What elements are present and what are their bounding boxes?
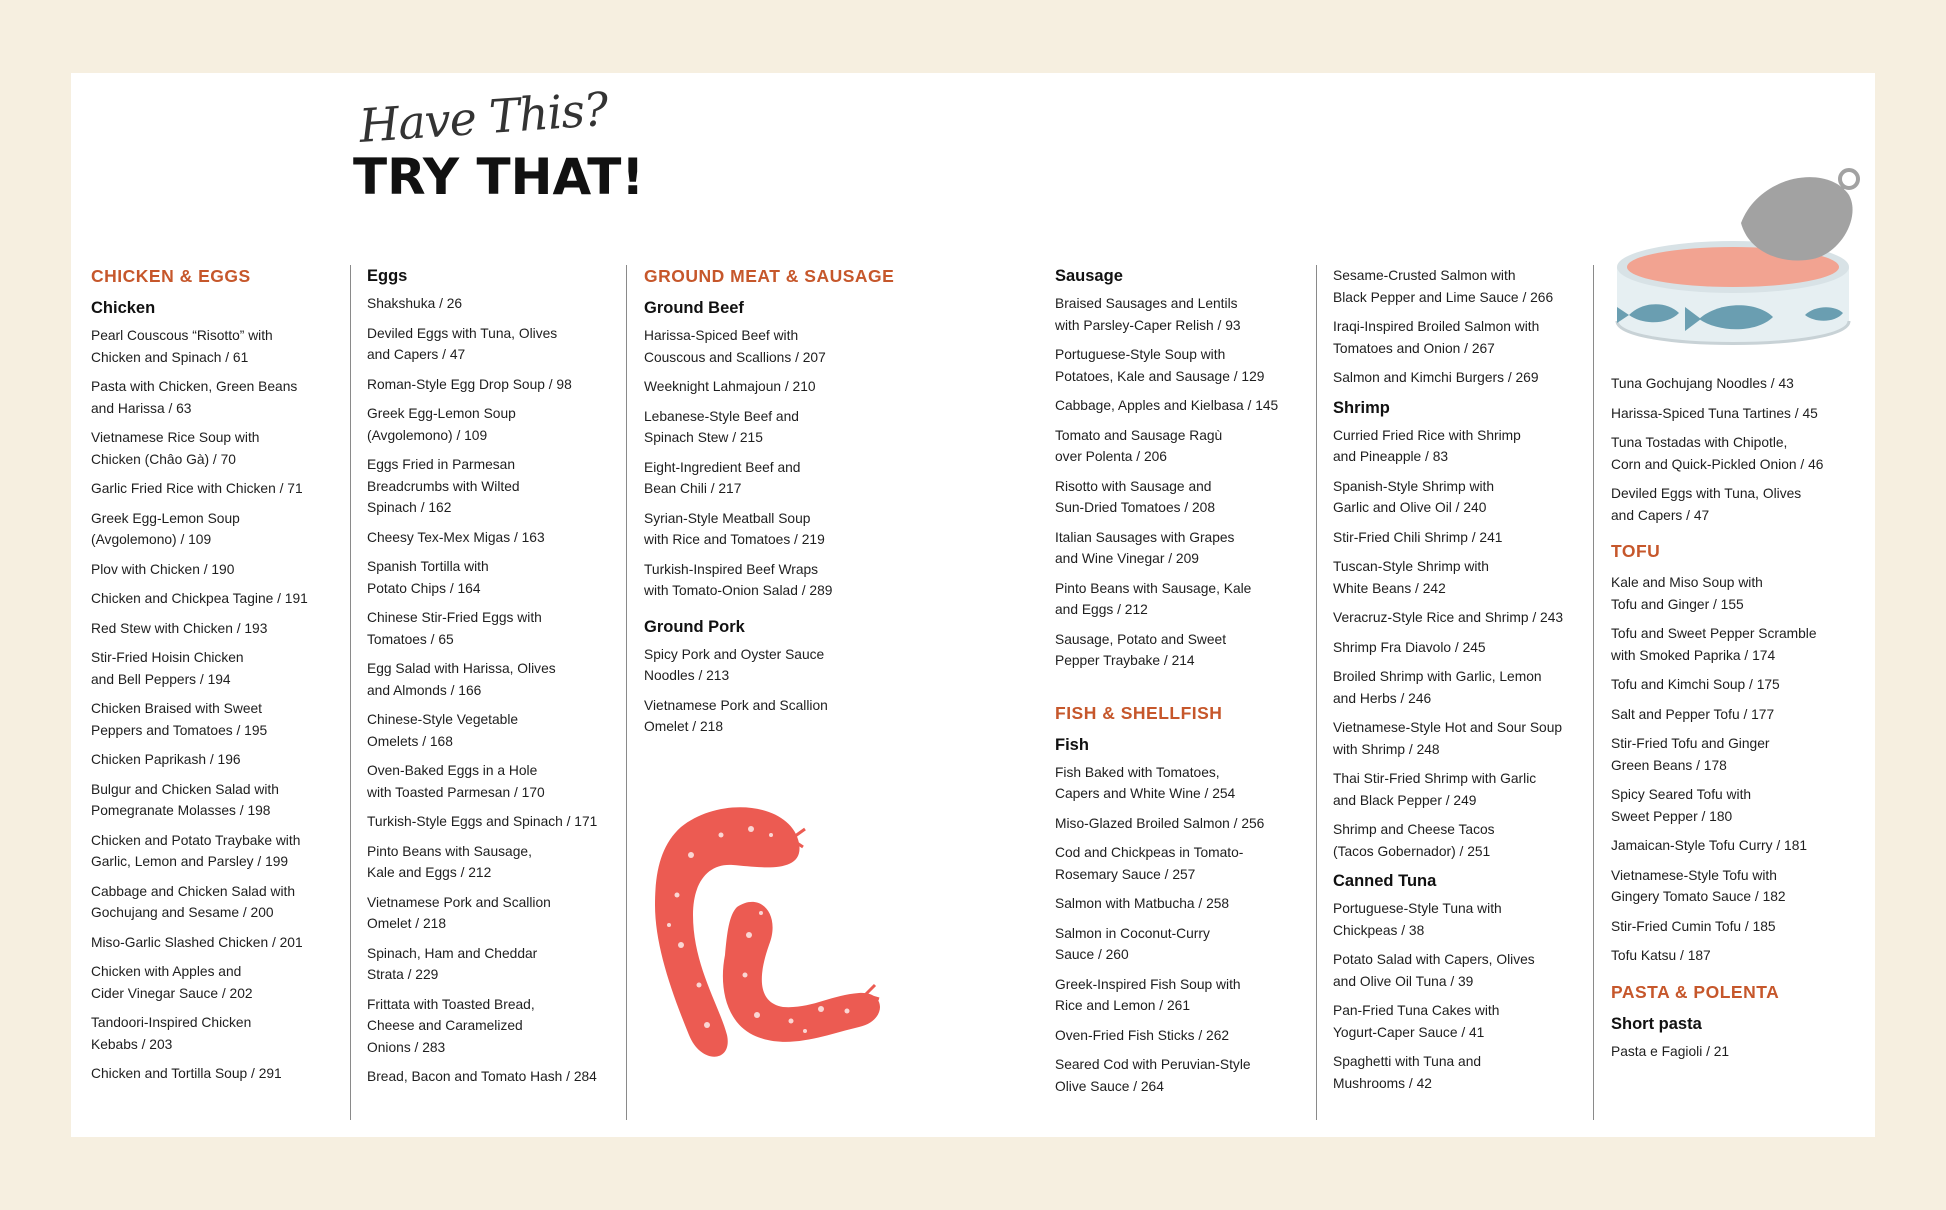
recipe-line: Greek-Inspired Fish Soup with	[1055, 976, 1241, 992]
recipe-item	[367, 994, 617, 1059]
recipe-line: Chinese Stir-Fried Eggs with	[367, 610, 542, 625]
recipe-line: Sausage, Potato and Sweet	[1055, 631, 1227, 647]
recipe-line: Olive Sauce / 264	[1055, 1078, 1164, 1094]
recipe-line: Tomato and Sausage Ragù	[1055, 427, 1223, 443]
recipe-line: Capers and White Wine / 254	[1055, 786, 1236, 801]
recipe-line: Pomegranate Molasses / 198	[91, 803, 271, 818]
recipe-line: Tofu Katsu / 187	[1611, 948, 1711, 963]
recipe-line: Portuguese-Style Soup with	[1055, 347, 1226, 362]
recipe-line: Weeknight Lahmajoun / 210	[644, 379, 816, 394]
recipe-item	[91, 647, 326, 690]
recipe-item	[367, 1066, 617, 1088]
recipe-item	[1611, 403, 1871, 425]
recipe-line: Greek Egg-Lemon Soup	[367, 406, 516, 421]
recipe-line: Roman-Style Egg Drop Soup / 98	[367, 376, 572, 392]
recipe-item	[91, 427, 326, 470]
recipe-line: Vietnamese Pork and Scallion	[367, 894, 551, 910]
recipe-item	[1611, 945, 1871, 967]
recipe-line: Chickpeas / 38	[1333, 922, 1425, 938]
recipe-item	[1333, 527, 1593, 549]
column-tuna-tofu-pasta	[1611, 373, 1871, 1070]
recipe-line: Rosemary Sauce / 257	[1055, 866, 1196, 882]
recipe-line: Green Beans / 178	[1611, 757, 1727, 773]
recipe-line: Jamaican-Style Tofu Curry / 181	[1611, 838, 1808, 853]
recipe-line: Spicy Pork and Oyster Sauce	[644, 646, 825, 662]
recipe-line: with Smoked Paprika / 174	[1611, 647, 1776, 663]
recipe-item	[91, 779, 326, 822]
column-eggs	[367, 265, 617, 1096]
recipe-line: Spinach, Ham and Cheddar	[367, 945, 538, 961]
recipe-item	[91, 932, 326, 954]
recipe-line: Salmon and Kimchi Burgers / 269	[1333, 370, 1539, 385]
recipe-item	[1611, 835, 1871, 857]
recipe-item	[1055, 1025, 1305, 1047]
recipe-item	[644, 508, 914, 551]
recipe-line: Chicken Paprikash / 196	[91, 752, 241, 767]
recipe-item	[644, 376, 914, 398]
recipe-line: Yogurt-Caper Sauce / 41	[1333, 1024, 1485, 1040]
recipe-item	[1611, 1041, 1871, 1063]
recipe-line: Sweet Pepper / 180	[1611, 808, 1733, 824]
recipe-line: and Pineapple / 83	[1333, 449, 1449, 464]
category-heading: TOFU	[1611, 541, 1661, 561]
recipe-line: Potato Salad with Capers, Olives	[1333, 952, 1535, 967]
recipe-item	[1333, 476, 1593, 519]
recipe-item	[91, 478, 326, 500]
recipe-list	[1055, 762, 1305, 1098]
recipe-line: Deviled Eggs with Tuna, Olives	[367, 325, 558, 341]
recipe-item	[1611, 432, 1871, 475]
recipe-item	[1055, 344, 1305, 387]
column-ground-meat	[644, 265, 914, 746]
recipe-line: and Capers / 47	[367, 347, 466, 362]
recipe-line: Tofu and Kimchi Soup / 175	[1611, 677, 1780, 692]
recipe-item	[1611, 916, 1871, 938]
recipe-list	[644, 644, 914, 738]
recipe-line: Risotto with Sausage and	[1055, 478, 1212, 494]
recipe-line: Chicken Braised with Sweet	[91, 701, 263, 716]
recipe-line: Harissa-Spiced Beef with	[644, 328, 799, 343]
recipe-item	[1055, 578, 1305, 621]
recipe-item	[1055, 527, 1305, 570]
recipe-line: Strata / 229	[367, 967, 439, 982]
column-seafood	[1333, 265, 1593, 1102]
recipe-item	[91, 1063, 326, 1085]
recipe-line: Bread, Bacon and Tomato Hash / 284	[367, 1069, 597, 1084]
recipe-line: Stir-Fried Hoisin Chicken	[91, 650, 244, 665]
recipe-item	[1333, 1000, 1593, 1043]
recipe-item	[367, 607, 617, 650]
recipe-item	[644, 457, 914, 500]
recipe-line: Oven-Baked Eggs in a Hole	[367, 763, 538, 778]
recipe-line: Chicken and Spinach / 61	[91, 349, 249, 365]
recipe-item	[1055, 476, 1305, 519]
recipe-item	[91, 508, 326, 551]
recipe-line: Chicken with Apples and	[91, 964, 242, 979]
recipe-line: Braised Sausages and Lentils	[1055, 296, 1238, 311]
recipe-item	[1611, 373, 1871, 395]
recipe-line: Chicken and Chickpea Tagine / 191	[91, 591, 308, 606]
recipe-item	[1333, 949, 1593, 992]
recipe-item	[1055, 395, 1305, 417]
tuna-can-illustration	[1609, 155, 1879, 365]
recipe-item	[1055, 1054, 1305, 1097]
recipe-line: White Beans / 242	[1333, 580, 1446, 596]
recipe-line: Turkish-Style Eggs and Spinach / 171	[367, 814, 598, 829]
recipe-line: Spinach Stew / 215	[644, 430, 763, 445]
recipe-line: Italian Sausages with Grapes	[1055, 529, 1235, 545]
recipe-list	[1333, 425, 1593, 863]
recipe-line: Spanish Tortilla with	[367, 559, 489, 574]
recipe-line: Cabbage, Apples and Kielbasa / 145	[1055, 398, 1279, 413]
recipe-item	[1611, 733, 1871, 776]
recipe-item	[367, 323, 617, 366]
recipe-line: Tuscan-Style Shrimp with	[1333, 559, 1489, 574]
recipe-line: Chicken and Tortilla Soup / 291	[91, 1066, 282, 1081]
recipe-item	[1611, 784, 1871, 827]
recipe-line: Mushrooms / 42	[1333, 1075, 1432, 1091]
recipe-item	[1055, 842, 1305, 885]
recipe-line: Spinach / 162	[367, 500, 452, 515]
recipe-line: Eggs Fried in Parmesan	[367, 457, 515, 472]
recipe-line: Potato Chips / 164	[367, 580, 481, 596]
recipe-line: and Black Pepper / 249	[1333, 792, 1477, 808]
recipe-line: Stir-Fried Cumin Tofu / 185	[1611, 918, 1776, 934]
recipe-list	[644, 325, 914, 602]
recipe-line: Sesame-Crusted Salmon with	[1333, 268, 1516, 283]
recipe-line: Pearl Couscous “Risotto” with	[91, 328, 273, 343]
recipe-line: Stir-Fried Chili Shrimp / 241	[1333, 529, 1503, 545]
recipe-line: Stir-Fried Tofu and Ginger	[1611, 736, 1770, 751]
recipe-line: Gochujang and Sesame / 200	[91, 905, 274, 920]
recipe-line: Miso-Garlic Slashed Chicken / 201	[91, 934, 303, 950]
recipe-line: Tuna Tostadas with Chipotle,	[1611, 435, 1788, 450]
recipe-list	[1333, 898, 1593, 1094]
subcategory-heading: Canned Tuna	[1333, 872, 1437, 890]
recipe-item	[1333, 316, 1593, 359]
recipe-line: Turkish-Inspired Beef Wraps	[644, 561, 819, 577]
recipe-line: Spaghetti with Tuna and	[1333, 1054, 1482, 1069]
recipe-item	[1055, 974, 1305, 1017]
recipe-line: Pasta with Chicken, Green Beans	[91, 379, 298, 394]
script-title: Have This?	[357, 81, 610, 153]
category-heading: PASTA & POLENTA	[1611, 981, 1780, 1002]
recipe-line: Vietnamese Rice Soup with	[91, 430, 260, 445]
recipe-item	[367, 811, 617, 833]
recipe-line: Cabbage and Chicken Salad with	[91, 883, 296, 899]
recipe-line: Salmon in Coconut-Curry	[1055, 925, 1210, 941]
recipe-item	[1055, 893, 1305, 915]
recipe-item	[644, 644, 914, 687]
recipe-item	[644, 695, 914, 738]
recipe-item	[644, 559, 914, 602]
column-sausage-fish	[1055, 265, 1305, 1105]
recipe-line: Pepper Traybake / 214	[1055, 653, 1195, 668]
recipe-item	[91, 698, 326, 741]
recipe-line: Deviled Eggs with Tuna, Olives	[1611, 486, 1802, 501]
recipe-item	[367, 454, 617, 519]
recipe-line: Onions / 283	[367, 1039, 446, 1055]
recipe-line: Potatoes, Kale and Sausage / 129	[1055, 368, 1265, 384]
recipe-item	[1333, 666, 1593, 709]
recipe-line: Peppers and Tomatoes / 195	[91, 722, 268, 738]
recipe-item	[1055, 425, 1305, 468]
recipe-line: with Shrimp / 248	[1333, 741, 1440, 757]
recipe-line: Shrimp and Cheese Tacos	[1333, 822, 1495, 837]
recipe-item	[367, 527, 617, 549]
recipe-line: Omelet / 218	[644, 719, 723, 734]
recipe-item	[91, 961, 326, 1004]
recipe-line: and Wine Vinegar / 209	[1055, 551, 1199, 566]
recipe-line: Syrian-Style Meatball Soup	[644, 510, 811, 526]
recipe-line: Cod and Chickpeas in Tomato-	[1055, 845, 1244, 860]
subcategory-heading: Sausage	[1055, 267, 1123, 285]
recipe-item	[1611, 674, 1871, 696]
recipe-list	[1611, 1041, 1871, 1063]
recipe-item	[367, 403, 617, 446]
recipe-line: Rice and Lemon / 261	[1055, 998, 1190, 1013]
recipe-line: Garlic Fried Rice with Chicken / 71	[91, 481, 303, 496]
recipe-item	[1611, 483, 1871, 526]
recipe-line: Pinto Beans with Sausage,	[367, 843, 532, 859]
recipe-line: Tandoori-Inspired Chicken	[91, 1015, 252, 1030]
recipe-line: Fish Baked with Tomatoes,	[1055, 764, 1220, 780]
recipe-line: Tofu and Sweet Pepper Scramble	[1611, 626, 1817, 641]
recipe-line: Iraqi-Inspired Broiled Salmon with	[1333, 319, 1540, 334]
recipe-item	[1333, 768, 1593, 811]
recipe-line: Vietnamese-Style Hot and Sour Soup	[1333, 720, 1563, 735]
column-divider	[1316, 265, 1317, 1120]
recipe-item	[1055, 813, 1305, 835]
subcategory-heading: Ground Beef	[644, 299, 744, 317]
recipe-line: and Bell Peppers / 194	[91, 671, 231, 687]
subcategory-heading: Ground Pork	[644, 617, 745, 636]
recipe-item	[1611, 865, 1871, 908]
recipe-line: Eight-Ingredient Beef and	[644, 459, 801, 475]
recipe-line: Veracruz-Style Rice and Shrimp / 243	[1333, 610, 1564, 625]
column-divider	[1593, 265, 1594, 1120]
column-divider	[350, 265, 351, 1120]
recipe-line: Chinese-Style Vegetable	[367, 712, 519, 727]
recipe-line: Broiled Shrimp with Garlic, Lemon	[1333, 669, 1542, 684]
recipe-item	[1055, 293, 1305, 336]
recipe-item	[91, 749, 326, 771]
recipe-line: Corn and Quick-Pickled Onion / 46	[1611, 456, 1824, 472]
recipe-line: Noodles / 213	[644, 668, 730, 683]
recipe-line: Seared Cod with Peruvian-Style	[1055, 1057, 1251, 1072]
recipe-item	[1333, 717, 1593, 760]
recipe-line: Couscous and Scallions / 207	[644, 349, 826, 365]
recipe-item	[1611, 704, 1871, 726]
recipe-line: Spanish-Style Shrimp with	[1333, 478, 1495, 494]
recipe-item	[1333, 367, 1593, 389]
recipe-list	[1611, 373, 1871, 526]
recipe-line: and Herbs / 246	[1333, 690, 1432, 706]
recipe-line: and Almonds / 166	[367, 682, 482, 698]
subcategory-heading: Chicken	[91, 299, 156, 317]
recipe-line: Vietnamese-Style Tofu with	[1611, 867, 1777, 883]
recipe-line: Omelets / 168	[367, 733, 453, 749]
recipe-item	[91, 376, 326, 419]
brand-title	[353, 81, 645, 206]
recipe-line: Cider Vinegar Sauce / 202	[91, 985, 253, 1001]
recipe-item	[367, 374, 617, 396]
recipe-line: Black Pepper and Lime Sauce / 266	[1333, 289, 1554, 305]
recipe-line: Pasta e Fagioli / 21	[1611, 1043, 1730, 1059]
recipe-item	[644, 325, 914, 368]
recipe-line: Sauce / 260	[1055, 947, 1129, 962]
recipe-item	[1333, 898, 1593, 941]
recipe-line: Lebanese-Style Beef and	[644, 408, 799, 424]
recipe-item	[91, 559, 326, 581]
recipe-list	[1611, 572, 1871, 967]
recipe-item	[367, 293, 617, 315]
recipe-item	[367, 760, 617, 803]
recipe-item	[1333, 556, 1593, 599]
sausage-illustration	[641, 795, 901, 1085]
recipe-line: Harissa-Spiced Tuna Tartines / 45	[1611, 405, 1818, 421]
recipe-item	[367, 892, 617, 935]
recipe-item	[1055, 762, 1305, 805]
column-divider	[626, 265, 627, 1120]
recipe-line: with Toasted Parmesan / 170	[367, 784, 545, 800]
recipe-line: Curried Fried Rice with Shrimp	[1333, 427, 1521, 443]
recipe-item	[91, 588, 326, 610]
recipe-line: Kebabs / 203	[91, 1036, 173, 1052]
recipe-line: Plov with Chicken / 190	[91, 561, 235, 577]
bold-title: TRY THAT!	[353, 148, 645, 206]
recipe-line: Egg Salad with Harissa, Olives	[367, 661, 556, 676]
recipe-item	[1333, 425, 1593, 468]
recipe-line: Bean Chili / 217	[644, 481, 742, 496]
recipe-line: Omelet / 218	[367, 916, 446, 931]
recipe-item	[1333, 637, 1593, 659]
recipe-item	[1333, 1051, 1593, 1094]
recipe-line: Breadcrumbs with Wilted	[367, 478, 520, 494]
recipe-line: Tuna Gochujang Noodles / 43	[1611, 376, 1794, 391]
recipe-line: Cheese and Caramelized	[367, 1018, 523, 1033]
recipe-item	[367, 943, 617, 986]
recipe-line: Vietnamese Pork and Scallion	[644, 697, 828, 713]
recipe-line: (Avgolemono) / 109	[367, 427, 488, 443]
recipe-list	[367, 293, 617, 1088]
recipe-line: Frittata with Toasted Bread,	[367, 996, 535, 1012]
recipe-line: (Tacos Gobernador) / 251	[1333, 843, 1491, 859]
page	[71, 73, 1875, 1137]
subcategory-heading: Eggs	[367, 267, 408, 285]
recipe-line: Tomatoes and Onion / 267	[1333, 340, 1495, 356]
recipe-item	[367, 709, 617, 752]
recipe-item	[1055, 629, 1305, 672]
category-heading: GROUND MEAT & SAUSAGE	[644, 266, 895, 286]
recipe-line: Pinto Beans with Sausage, Kale	[1055, 580, 1252, 596]
recipe-line: Chicken (Châo Gà) / 70	[91, 451, 236, 467]
recipe-item	[1611, 623, 1871, 666]
recipe-item	[367, 658, 617, 701]
recipe-line: Garlic, Lemon and Parsley / 199	[91, 854, 289, 869]
recipe-line: (Avgolemono) / 109	[91, 532, 212, 547]
recipe-item	[91, 1012, 326, 1055]
recipe-line: Kale and Eggs / 212	[367, 865, 492, 880]
recipe-item	[91, 325, 326, 368]
recipe-item	[1333, 607, 1593, 629]
recipe-line: Oven-Fried Fish Sticks / 262	[1055, 1027, 1230, 1043]
recipe-line: Cheesy Tex-Mex Migas / 163	[367, 529, 545, 545]
recipe-item	[1611, 572, 1871, 615]
recipe-line: and Harissa / 63	[91, 400, 192, 416]
recipe-item	[91, 830, 326, 873]
recipe-item	[1055, 923, 1305, 966]
recipe-line: Thai Stir-Fried Shrimp with Garlic	[1333, 771, 1537, 786]
category-heading: CHICKEN & EGGS	[91, 266, 251, 286]
recipe-line: Pan-Fried Tuna Cakes with	[1333, 1003, 1500, 1018]
recipe-line: Salt and Pepper Tofu / 177	[1611, 706, 1775, 722]
recipe-line: Greek Egg-Lemon Soup	[91, 510, 240, 526]
recipe-item	[367, 841, 617, 884]
recipe-item	[644, 406, 914, 449]
recipe-line: Miso-Glazed Broiled Salmon / 256	[1055, 815, 1265, 831]
recipe-item	[91, 618, 326, 640]
category-heading: FISH & SHELLFISH	[1055, 702, 1223, 723]
recipe-line: over Polenta / 206	[1055, 449, 1167, 464]
recipe-item	[367, 556, 617, 599]
recipe-line: Gingery Tomato Sauce / 182	[1611, 889, 1786, 904]
recipe-line: Spicy Seared Tofu with	[1611, 787, 1752, 802]
recipe-item	[91, 881, 326, 924]
recipe-list	[1055, 293, 1305, 672]
recipe-line: Portuguese-Style Tuna with	[1333, 901, 1502, 916]
recipe-line: and Capers / 47	[1611, 507, 1710, 523]
subcategory-heading: Fish	[1055, 735, 1089, 754]
recipe-list	[91, 325, 326, 1085]
recipe-line: Shrimp Fra Diavolo / 245	[1333, 639, 1486, 655]
subcategory-heading: Short pasta	[1611, 1014, 1702, 1033]
recipe-item	[1333, 265, 1593, 308]
recipe-line: Red Stew with Chicken / 193	[91, 620, 268, 636]
recipe-line: and Olive Oil Tuna / 39	[1333, 973, 1474, 989]
recipe-line: Tofu and Ginger / 155	[1611, 596, 1744, 612]
recipe-line: with Tomato-Onion Salad / 289	[644, 583, 833, 598]
recipe-line: Bulgur and Chicken Salad with	[91, 781, 279, 797]
column-chicken-eggs	[91, 265, 326, 1093]
recipe-line: Salmon with Matbucha / 258	[1055, 896, 1230, 911]
recipe-line: Kale and Miso Soup with	[1611, 575, 1763, 590]
recipe-list	[1333, 265, 1593, 389]
recipe-line: Shakshuka / 26	[367, 296, 463, 311]
subcategory-heading: Shrimp	[1333, 398, 1390, 417]
recipe-item	[1333, 819, 1593, 862]
recipe-line: and Eggs / 212	[1055, 602, 1148, 617]
recipe-line: Garlic and Olive Oil / 240	[1333, 500, 1487, 515]
recipe-line: with Parsley-Caper Relish / 93	[1055, 317, 1241, 333]
recipe-line: Chicken and Potato Traybake with	[91, 832, 301, 848]
recipe-line: Tomatoes / 65	[367, 631, 454, 647]
recipe-line: Sun-Dried Tomatoes / 208	[1055, 500, 1216, 515]
recipe-line: with Rice and Tomatoes / 219	[644, 532, 825, 547]
